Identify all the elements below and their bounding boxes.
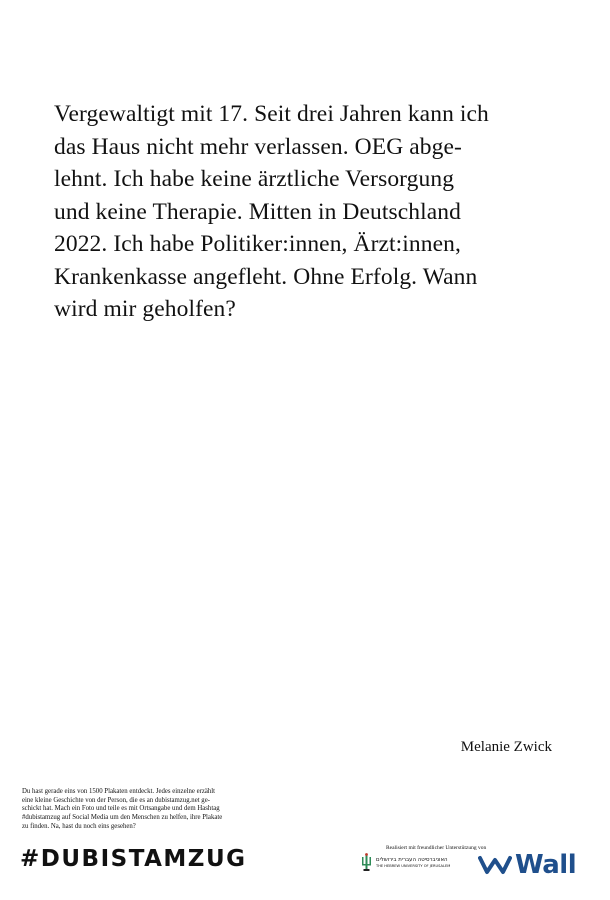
author-name: Melanie Zwick (460, 739, 552, 755)
hebrew-university-logo (361, 853, 450, 873)
menorah-icon (361, 853, 372, 873)
info-text: Du hast gerade eins von 1500 Plakaten entdeckt. Jedes einzelne erzählt eine kleine Geschichte von der Person, die es an dubistamzug.net ge- schickt hat. Mach ein Foto und teile es mit Ortsangabe und dem Hashtag #dubistamzug auf Social Media um den Menschen zu helfen, ihre Plakate zu finden. Na, hast du noch eins gesehen? (22, 788, 223, 830)
huji-english-name: THE HEBREW UNIVERSITY OF JERUSALEM (376, 864, 451, 868)
hashtag-logo: #DUBISTAMZUG (20, 846, 247, 872)
support-text: Realisiert mit freundlicher Unterstützung von (386, 845, 487, 851)
wall-w-icon (478, 855, 512, 875)
quote-text: Vergewaltigt mit 17. Seit drei Jahren kann ich das Haus nicht mehr verlassen. OEG abge- lehnt. Ich habe keine ärztliche Versorgung und keine Therapie. Mitten in Deutschland 2022. Ich habe Politiker:innen, Ärzt:innen, Krankenkasse angefleht. Ohne Erfolg. Wann wird mir geholfen? (54, 101, 489, 322)
wall-logo (478, 852, 576, 878)
wall-wordmark: Wall (515, 850, 577, 880)
huji-hebrew-name: האוניברסיטה העברית בירושלים (376, 857, 448, 863)
